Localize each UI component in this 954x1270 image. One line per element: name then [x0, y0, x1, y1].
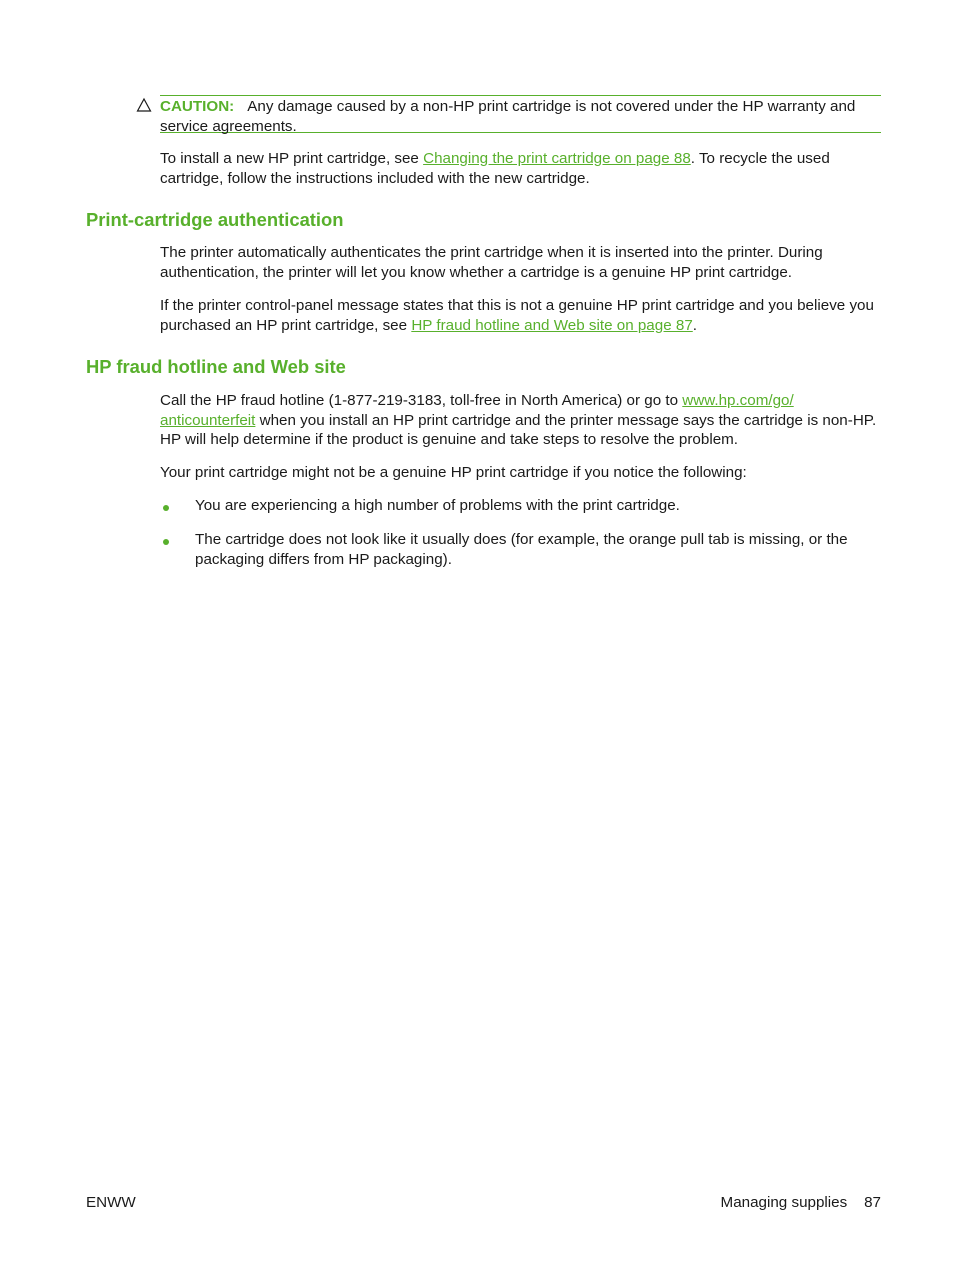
caution-label: CAUTION:: [160, 98, 235, 115]
heading-hp-fraud-hotline: HP fraud hotline and Web site: [86, 356, 346, 377]
hotline-text-start: Call the HP fraud hotline (1-877-219-3183, toll-free in North America) or go to: [160, 392, 683, 409]
hotline-text-end: when you install an HP print cartridge and the printer message says the cartridge is non-HP. HP will help determine if the product is genuine and take steps to resolve the problem.: [160, 411, 877, 448]
changing-cartridge-link[interactable]: Changing the print cartridge on page 88: [423, 150, 691, 167]
hotline-paragraph: [160, 391, 882, 450]
install-paragraph: [160, 149, 882, 188]
page-number: 87: [864, 1194, 881, 1211]
caution-triangle-icon: [136, 97, 152, 113]
list-item: You are experiencing a high number of problems with the print cartridge.: [195, 497, 680, 514]
footer-enww: ENWW: [86, 1194, 136, 1211]
heading-print-cartridge-authentication: Print-cartridge authentication: [86, 209, 344, 230]
footer-spacer: [847, 1194, 864, 1211]
authentication-paragraph: The printer automatically authenticates the print cartridge when it is inserted into the printer. During authentication, the printer will let you know whether a cartridge is a genuine HP print cartridge.: [160, 244, 823, 281]
not-genuine-text-start: If the printer control-panel message states that this is not a genuine HP print cartridge and you believe you purchased an HP print cartridge, see: [160, 297, 874, 334]
install-text-start: To install a new HP print cartridge, see: [160, 150, 424, 167]
footer-page-info: [721, 1193, 881, 1213]
list-item: The cartridge does not look like it usually does (for example, the orange pull tab is missing, or the packaging differs from HP packaging).: [195, 531, 848, 568]
install-text-end: . To recycle the used cartridge, follow the instructions included with the new cartridge.: [160, 150, 830, 187]
caution-text: Any damage caused by a non-HP print cartridge is not covered under the HP warranty and service agreements.: [160, 98, 856, 135]
not-genuine-text-end: .: [692, 316, 697, 334]
bullet-icon: [163, 539, 169, 545]
anticounterfeit-link-part1[interactable]: www.hp.com/go/: [682, 392, 794, 409]
caution-note: [160, 95, 881, 133]
bullet-icon: [163, 505, 169, 511]
anticounterfeit-link-part2[interactable]: anticounterfeit: [160, 411, 256, 429]
fraud-hotline-link[interactable]: HP fraud hotline and Web site on page 87: [411, 316, 693, 334]
footer-section-title: Managing supplies: [720, 1194, 848, 1211]
not-genuine-paragraph: [160, 296, 882, 335]
notice-paragraph: Your print cartridge might not be a genuine HP print cartridge if you notice the following:: [160, 464, 747, 481]
